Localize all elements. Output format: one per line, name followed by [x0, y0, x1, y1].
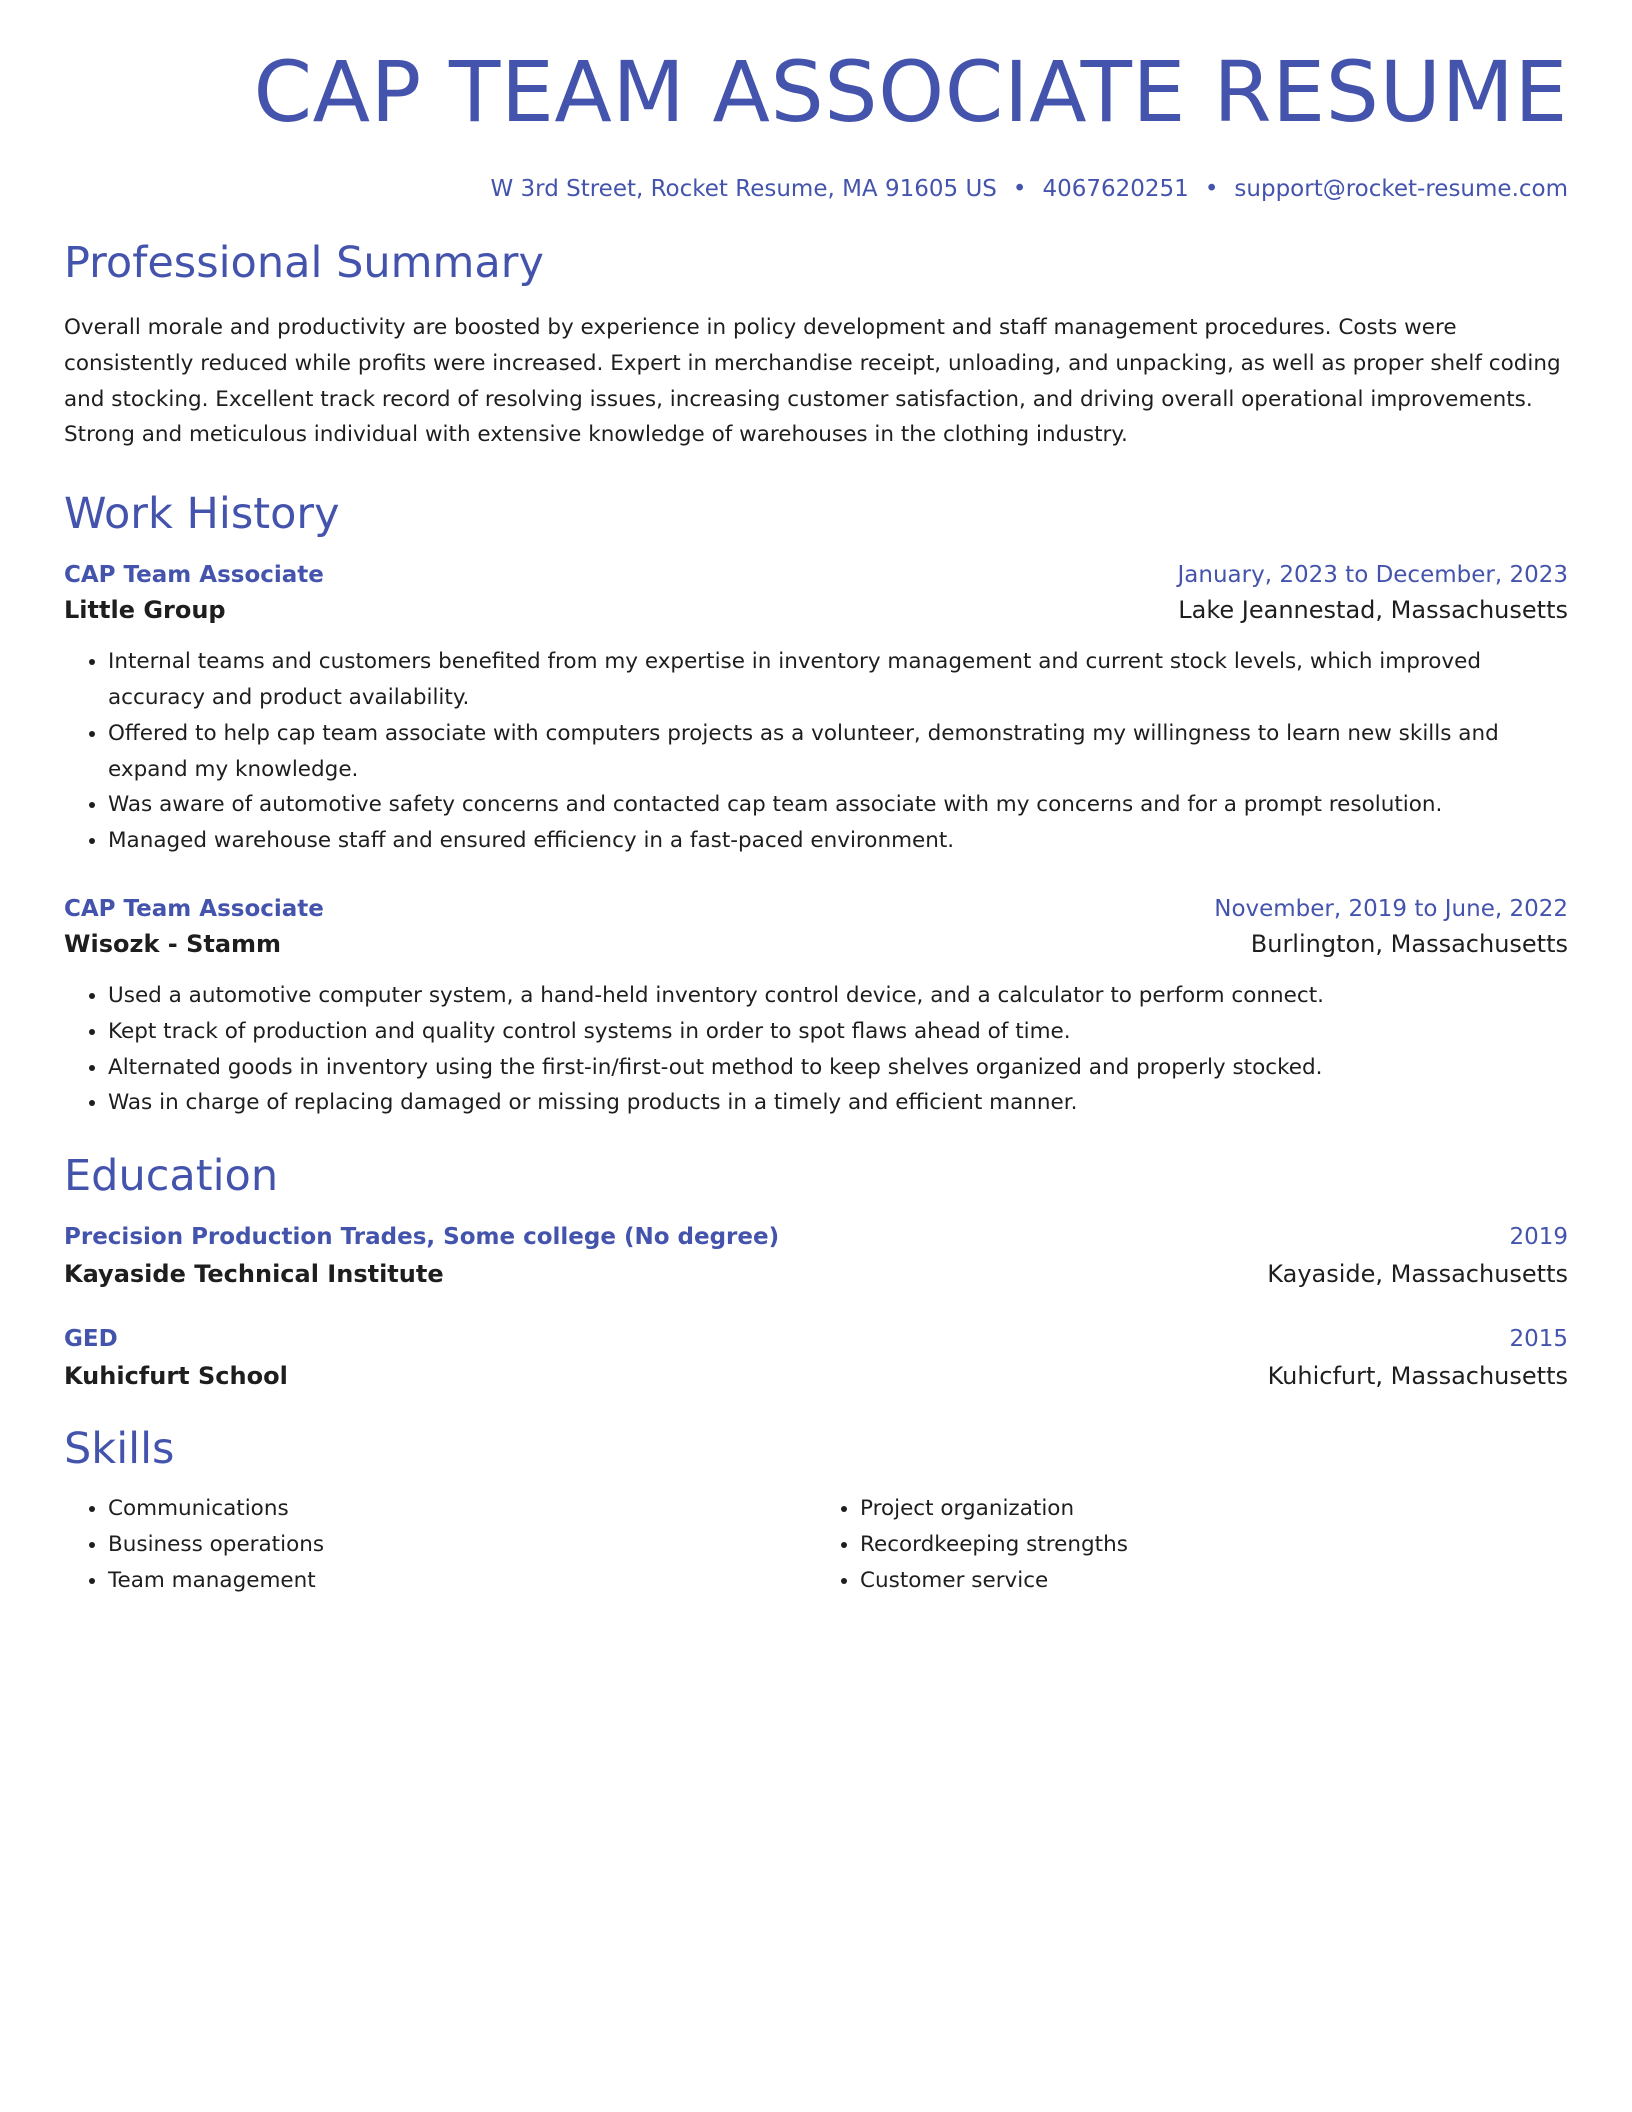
skills-list-right [816, 1491, 1568, 1598]
resume-header [64, 0, 1568, 202]
education-school-row [64, 1260, 1568, 1288]
job-bullets [64, 978, 1568, 1121]
education-school-row [64, 1362, 1568, 1390]
job-dates: November, 2019 to June, 2022 [1214, 895, 1568, 922]
education-heading: Education [64, 1151, 279, 1202]
education-location: Kuhicfurt, Massachusetts [1267, 1362, 1568, 1391]
contact-address: W 3rd Street, Rocket Resume, MA 91605 US [490, 176, 997, 202]
job-bullet: • Offered to help cap team associate with computers projects as a volunteer, demonstrating my willingness to learn new skills and expand my knowledge. [108, 716, 1568, 788]
job-bullet: • Managed warehouse staff and ensured efficiency in a fast-paced environment. [108, 823, 1568, 859]
skill-item: • Communications [108, 1491, 816, 1527]
job-title-row [64, 562, 1568, 588]
job-role: CAP Team Associate [64, 895, 324, 922]
education-school: Kayaside Technical Institute [64, 1260, 444, 1289]
job-dates: January, 2023 to December, 2023 [1177, 562, 1568, 589]
summary-heading: Professional Summary [64, 238, 544, 288]
job-company: Wisozk - Stamm [64, 929, 282, 958]
resume-title: CAP TEAM ASSOCIATE RESUME [253, 43, 1568, 141]
contact-line [64, 176, 1568, 202]
job-bullet: • Used a automotive computer system, a hand-held inventory control device, and a calculator to perform connect. [108, 978, 1568, 1014]
summary-text: Overall morale and productivity are boosted by experience in policy development and staff management procedures. Costs were consistently reduced while profits were increased. Expert in merchandise receipt, unloading, and unpacking, as well as proper shelf coding and stocking. Excellent track record of resolving issues, increasing customer satisfaction, and driving overall operational improvements. Strong and meticulous individual with extensive knowledge of warehouses in the clothing industry. [64, 315, 1561, 448]
job-location: Burlington, Massachusetts [1250, 929, 1568, 958]
job-bullets [64, 644, 1568, 859]
education-entry [64, 1326, 1568, 1390]
job-company-row [64, 930, 1568, 958]
job-role: CAP Team Associate [64, 562, 324, 589]
job-entry [64, 562, 1568, 859]
education-year: 2015 [1509, 1326, 1568, 1353]
job-entry [64, 896, 1568, 1121]
work-history-heading: Work History [64, 489, 340, 540]
contact-separator: • [1012, 176, 1027, 202]
skill-item: • Project organization [860, 1491, 1568, 1527]
education-entry [64, 1224, 1568, 1288]
job-company-row [64, 596, 1568, 624]
skills-columns [64, 1491, 1568, 1598]
job-bullet: • Was in charge of replacing damaged or missing products in a timely and efficient manner. [108, 1085, 1568, 1121]
job-title-row [64, 896, 1568, 922]
skill-item: • Customer service [860, 1563, 1568, 1599]
skill-item: • Recordkeeping strengths [860, 1527, 1568, 1563]
skills-list-left [64, 1491, 816, 1598]
skill-item: • Business operations [108, 1527, 816, 1563]
contact-phone: 4067620251 [1042, 176, 1189, 202]
job-company: Little Group [64, 596, 226, 625]
contact-email[interactable]: support@rocket-resume.com [1234, 176, 1568, 202]
education-location: Kayaside, Massachusetts [1267, 1260, 1568, 1289]
education-degree: Precision Production Trades, Some college (No degree) [64, 1224, 780, 1251]
education-degree-row [64, 1224, 1568, 1250]
education-school: Kuhicfurt School [64, 1362, 288, 1391]
job-location: Lake Jeannestad, Massachusetts [1178, 596, 1568, 625]
skills-heading: Skills [64, 1424, 175, 1475]
contact-separator: • [1204, 176, 1219, 202]
job-bullet: • Was aware of automotive safety concerns and contacted cap team associate with my concerns and for a prompt resolution. [108, 787, 1568, 823]
skill-item: • Team management [108, 1563, 816, 1599]
education-degree-row [64, 1326, 1568, 1352]
education-degree: GED [64, 1326, 118, 1353]
job-bullet: • Alternated goods in inventory using the first-in/first-out method to keep shelves organized and properly stocked. [108, 1050, 1568, 1086]
job-bullet: • Kept track of production and quality control systems in order to spot flaws ahead of time. [108, 1014, 1568, 1050]
job-bullet: • Internal teams and customers benefited from my expertise in inventory management and current stock levels, which improved accuracy and product availability. [108, 644, 1568, 716]
education-year: 2019 [1509, 1224, 1568, 1251]
